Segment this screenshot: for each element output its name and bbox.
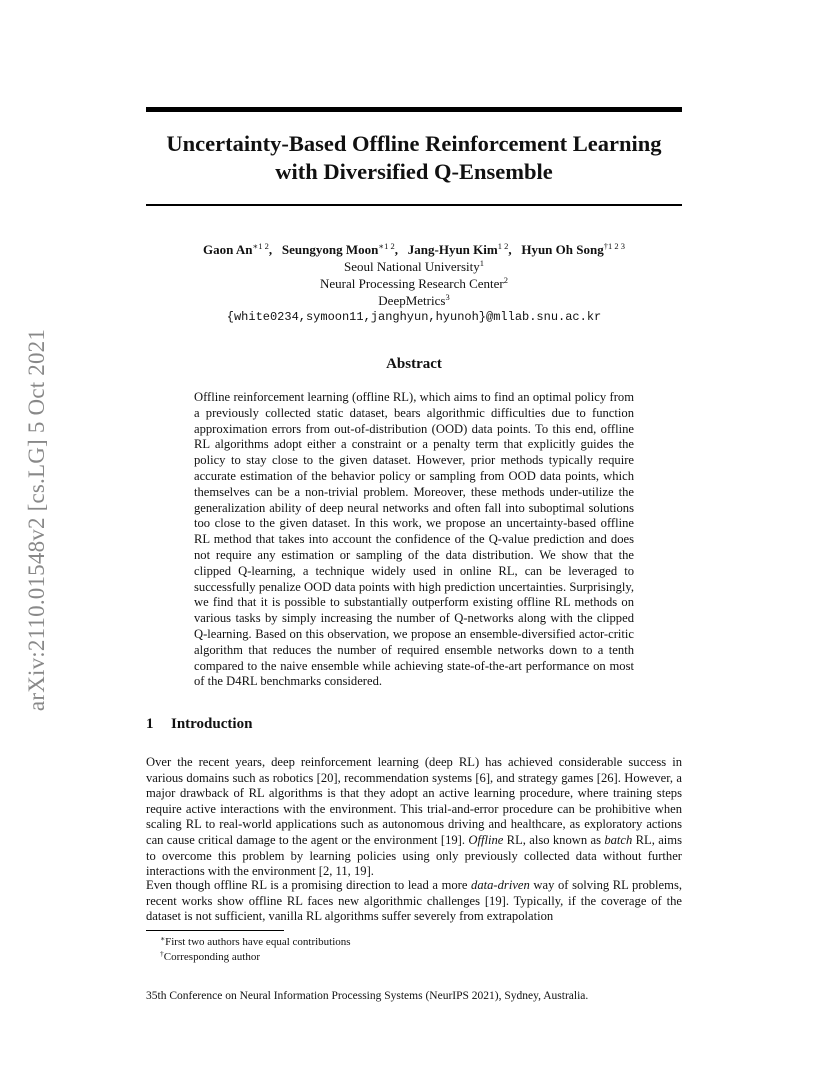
author-marks: ∗1 2	[378, 241, 395, 251]
title-line-1: Uncertainty-Based Offline Reinforcement Learning	[166, 131, 662, 156]
footnote-text: First two authors have equal contributions	[165, 936, 351, 948]
footnote-rule	[146, 930, 284, 931]
abstract-text: Offline reinforcement learning (offline RL), which aims to find an optimal policy from a previously collected static dataset, bears algorithmic difficulties due to function approximation errors from out-of-distribution (OOD) data points. To this end, offline RL algorithms adopt either a constraint or a penalty term that explicitly guides the policy to stay close to the given dataset. However, prior methods typically require accurate estimation of the behavior policy or sampling from OOD data points, which themselves can be a non-trivial problem. Moreover, these methods under-utilize the generalization ability of deep neural networks and often fall into suboptimal solutions too close to the given dataset. In this work, we propose an uncertainty-based offline RL method that takes into account the confidence of the Q-value prediction and does not require any estimation or sampling of the data distribution. We show that the clipped Q-learning, a technique widely used in online RL, can be leveraged to successfully penalize OOD data points with high prediction uncertainties. Surprisingly, we find that it is possible to substantially outperform existing offline RL methods on various tasks by simply increasing the number of Q-networks along with the clipped Q-learning. Based on this observation, we propose an ensemble-diversified actor-critic algorithm that reduces the number of required ensemble networks down to a tenth compared to the naive ensemble while achieving state-of-the-art performance on most of the D4RL benchmarks considered.	[194, 390, 634, 689]
affiliation-text: Neural Processing Research Center	[320, 276, 504, 291]
paper-title	[146, 130, 682, 186]
author-marks: 1 2	[497, 241, 509, 251]
author-block	[146, 241, 682, 326]
footnote-mark: †	[160, 949, 164, 958]
emphasis: data-driven	[471, 878, 530, 892]
emphasis: Offline	[468, 832, 504, 847]
conference-footer: 35th Conference on Neural Information Processing Systems (NeurIPS 2021), Sydney, Australia.	[146, 990, 589, 1002]
title-bottom-rule	[146, 204, 682, 206]
footnotes	[160, 935, 351, 965]
affiliation-text: DeepMetrics	[378, 293, 446, 308]
text-run: way of solving RL problems, recent works show offline RL faces new algorithmic challenges [19]. Typically, if the coverage of the dataset is not sufficient, vanilla RL algorithms suffer severely from extrapolation	[146, 878, 682, 924]
text-run: Even though offline RL is a promising direction to lead a more	[146, 878, 472, 892]
text-run: RL, aims to overcome this problem by learning policies using only previously collected data without further interactions with the environment [2, 11, 19].	[146, 832, 683, 879]
author-name: Seungyong Moon	[281, 242, 379, 257]
footnote	[160, 950, 351, 965]
affiliation	[146, 275, 682, 292]
section-title: Introduction	[171, 716, 253, 732]
intro-paragraph-2	[146, 878, 682, 925]
title-line-2: with Diversified Q-Ensemble	[275, 159, 553, 184]
emphasis: batch	[604, 832, 633, 847]
section-heading-introduction	[146, 716, 252, 733]
affiliation	[146, 292, 682, 309]
section-number: 1	[146, 716, 154, 732]
author-name: Hyun Oh Song	[521, 242, 604, 257]
footnote-mark: ∗	[160, 934, 166, 943]
text-run: RL, also known as	[503, 832, 605, 847]
intro-paragraph-1	[146, 755, 682, 880]
affiliation-text: Seoul National University	[343, 259, 480, 274]
arxiv-id[interactable]: arXiv:2110.01548v2 [cs.LG] 5 Oct 2021	[24, 328, 49, 712]
affiliation-mark: 1	[479, 258, 484, 268]
title-top-rule	[146, 107, 682, 112]
abstract-heading: Abstract	[386, 356, 442, 372]
author-emails[interactable]: {white0234,symoon11,janghyun,hyunoh}@mllab.snu.ac.kr	[226, 310, 602, 324]
footnote-text: Corresponding author	[163, 951, 260, 963]
author-marks: †1 2 3	[603, 241, 625, 251]
text-run: Over the recent years, deep reinforcement learning (deep RL) has achieved considerable success in various domains such as robotics [20], recommendation systems [6], and strategy games [26]. However, a major drawback of RL algorithms is that they adopt an active learning procedure, where training steps require active interactions with the environment. This trial-and-error procedure can be prohibitive when scaling RL to real-world applications such as autonomous driving and healthcare, as exploratory actions can cause critical damage to the agent or the environment [19].	[146, 755, 682, 847]
affiliation	[146, 258, 682, 275]
footnote	[160, 935, 351, 950]
affiliation-mark: 2	[503, 275, 508, 285]
author-list: Gaon $An^{∗1 2}$, Seungyong Moon$^{∗1 2}$, Jang-Hyun Kim$^{1 2}$, Hyun Oh Song$^{\dagger 1 2 3}$	[203, 241, 625, 257]
author-marks: ∗1 2	[252, 241, 269, 251]
author-name: Gaon An	[203, 242, 253, 257]
author-name: Jang-Hyun Kim	[407, 242, 498, 257]
affiliation-mark: 3	[445, 292, 450, 302]
